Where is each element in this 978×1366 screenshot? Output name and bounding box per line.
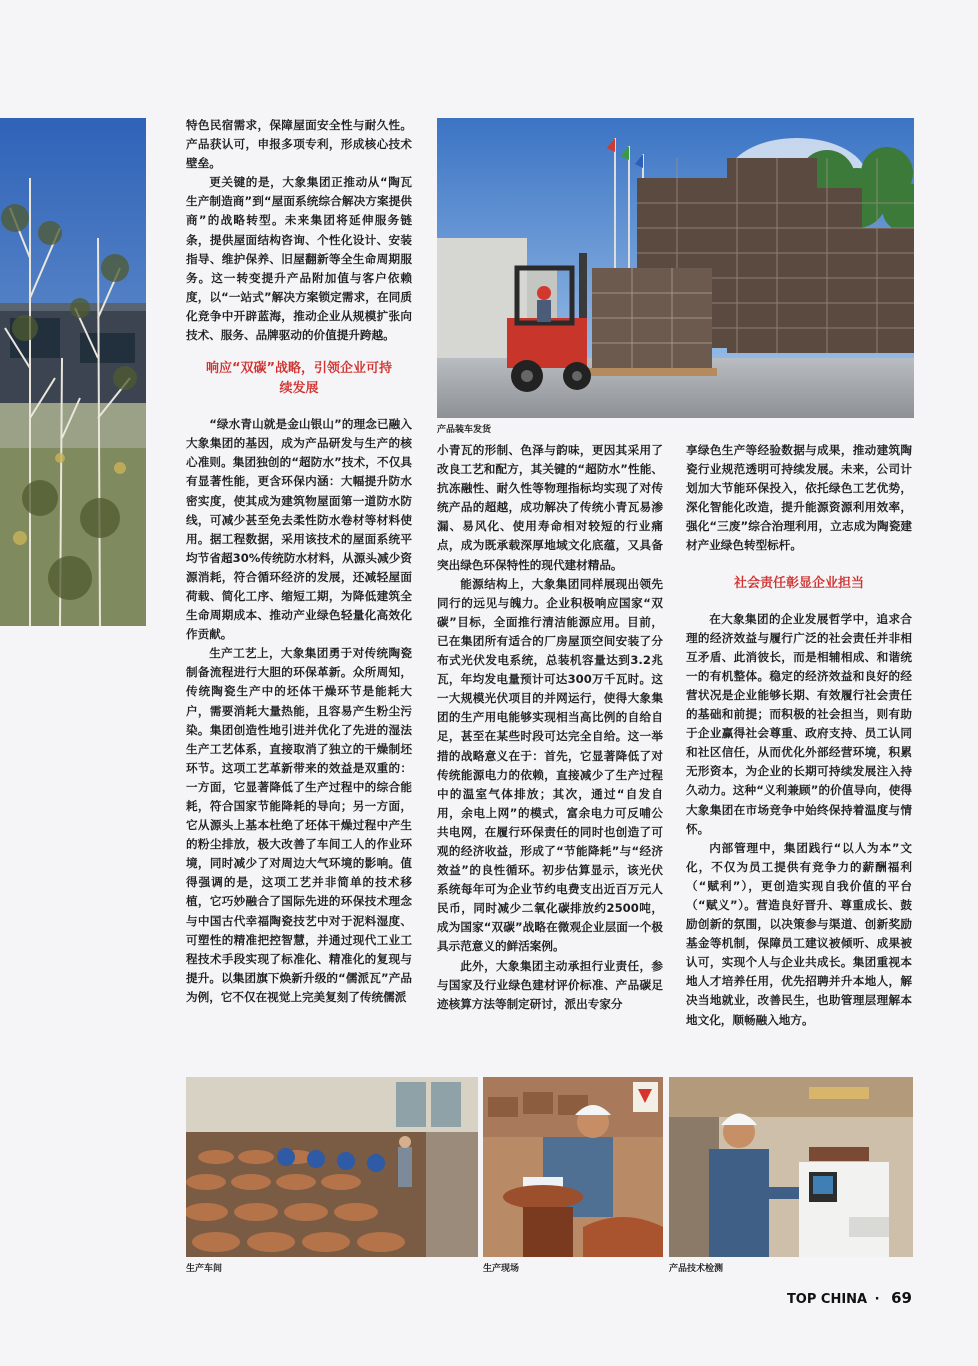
paragraph: 小青瓦的形制、色泽与韵味，更因其采用了改良工艺和配方，其关键的“超防水”性能、抗冻融性、耐久性等物理指标均实现了对传统产品的超越，成功解决了传统小青瓦易渗漏、易风化、使用寿命相对较短的行业痛点，成为既承载深厚地域文化底蕴，又具备突出绿色环保特性的现代建材精品。: [437, 443, 663, 572]
article-column-3: [686, 441, 912, 1030]
photo-caption: 生产车间: [186, 1264, 223, 1274]
forklift-photo: [437, 118, 914, 418]
paragraph: 特色民宿需求，保障屋面安全性与耐久性。产品获认可，申报多项专利，形成核心技术壁垒。: [186, 118, 412, 171]
technical-testing-photo: [669, 1077, 913, 1257]
paragraph: 生产工艺上，大象集团勇于对传统陶瓷制备流程进行大胆的环保革新。众所周知，传统陶瓷生产中的坯体干燥环节是能耗大户，需要消耗大量热能，且容易产生粉尘污染。集团创造性地引进并优化了先进的湿法生产工艺体系，直接取消了独立的干燥制坯环节。这项工艺革新带来的效益是双重的：一方面，它显著降低了生产过程中的综合能耗，符合国家节能降耗的导向；另一方面，它从源头上基本杜绝了坯体干燥过程中产生的粉尘排放，极大改善了车间工人的作业环境，同时减少了对周边大气环境的影响。值得强调的是，这项工艺并非简单的技术移植，它巧妙融合了国际先进的环保技术理念与中国古代幸福陶瓷技艺中对于泥料湿度、可塑性的精准把控智慧，并通过现代工业工程技术手段实现了标准化、精准化的复现与提升。以集团旗下焕新升级的“儒派瓦”产品为例，它不仅在视觉上完美复刻了传统儒派: [186, 646, 412, 1004]
paragraph: 更关键的是，大象集团正推动从“陶瓦生产制造商”到“屋面系统综合解决方案提供商”的战略转型。未来集团将延伸服务链条，提供屋面结构咨询、个性化设计、安装指导、维护保养、旧屋翻新等全生命周期服务。这一转变提升产品附加值与客户依赖度，以“一站式”解决方案锁定需求，在同质化竞争中开辟蓝海，推动企业从规模扩张向技术、服务、品牌驱动的价值提升跨越。: [186, 175, 412, 343]
article-column-1: [186, 116, 412, 1007]
article-column-2: [437, 441, 663, 1014]
magazine-name: TOP CHINA: [786, 1292, 868, 1307]
section-heading: 响应“双碳”战略，引领企业可持续发展: [205, 361, 393, 397]
footer-separator: ·: [874, 1292, 880, 1307]
paragraph: “绿水青山就是金山银山”的理念已融入大象集团的基因，成为产品研发与生产的核心准则。集团独创的“超防水”技术，不仅具有显著性能，更含环保内涵：大幅提升防水密实度，使其成为建筑物屋面第一道防水防线，可减少甚至免去柔性防水卷材等材料使用。据工程数据，采用该技术的屋面系统平均节省超30%传统防水材料，从源头减少资源消耗，符合循环经济的发展，还减轻屋面荷载、简化工序、缩短工期，为降低建筑全生命周期成本、推动产业绿色轻量化高效化作贡献。: [186, 417, 412, 642]
paragraph: 享绿色生产等经验数据与成果，推动建筑陶瓷行业规范透明可持续发展。未来，公司计划加大节能环保投入，依托绿色工艺优势，深化智能化改造，提升能源资源利用效率，强化“三废”综合治理利用，立志成为陶瓷建材产业绿色转型标杆。: [686, 443, 912, 553]
photo-caption: 生产现场: [483, 1264, 520, 1274]
paragraph: 内部管理中，集团践行“以人为本”文化，不仅为员工提供有竞争力的薪酬福利（“赋利”），更创造实现自我价值的平台（“赋义”）。营造良好晋升、尊重成长、鼓励创新的氛围，以决策参与渠道、创新奖励基金等机制，保障员工建议被倾听、成果被认可，实现个人与企业共成长。集团重视本地人才培养任用，优先招聘并升本地人，解决当地就业，改善民生，也助管理层理解本地文化，顺畅融入地方。: [686, 840, 912, 1027]
paragraph: 能源结构上，大象集团同样展现出领先同行的远见与魄力。企业积极响应国家“双碳”目标，全面推行清洁能源应用。目前，已在集团所有适合的厂房屋顶空间安装了分布式光伏发电系统，总装机容量达到3.2兆瓦，年均发电量预计可达300万千瓦时。这一大规模光伏项目的并网运行，使得大象集团的生产用电能够实现相当高比例的自给自足，甚至在某些时段可达完全自给。这一举措的战略意义在于：首先，它显著降低了对传统能源电力的依赖，直接减少了生产过程中的温室气体排放；其次，通过“自发自用，余电上网”的模式，富余电力可反哺公共电网，在履行环保责任的同时也创造了可观的经济收益，形成了“节能降耗”与“经济效益”的良性循环。初步估算显示，该光伏系统每年可为企业节约电费支出近百万元人民币，同时减少二氧化碳排放约2500吨，成为国家“双碳”战略在微观企业层面一个极具示范意义的鲜活案例。: [437, 576, 663, 954]
paragraph: 此外，大象集团主动承担行业责任，参与国家及行业绿色建材评价标准、产品碳足迹核算方法等制定研讨，派出专家分: [437, 958, 663, 1011]
production-site-photo: [483, 1077, 663, 1257]
page-footer: [787, 1289, 912, 1307]
trees-photo: [0, 118, 146, 626]
paragraph: 在大象集团的企业发展哲学中，追求合理的经济效益与履行广泛的社会责任并非相互矛盾、此消彼长，而是相辅相成、和谐统一的有机整体。稳定的经济效益和良好的经营状况是企业能够长期、有效履行社会责任的基础和前提；而积极的社会担当，则有助于企业赢得社会尊重、政府支持、员工认同和社区信任，从而优化外部经营环境，积累无形资本，为企业的长期可持续发展注入持久动力。这种“义利兼顾”的价值导向，使得大象集团在市场竞争中始终保持着温度与情怀。: [686, 611, 912, 836]
page-number: 69: [891, 1289, 912, 1307]
workshop-photo: [186, 1077, 478, 1257]
section-heading: 社会责任彰显企业担当: [733, 575, 864, 591]
photo-caption: 产品装车发货: [437, 425, 492, 435]
photo-caption: 产品技术检测: [669, 1264, 724, 1274]
